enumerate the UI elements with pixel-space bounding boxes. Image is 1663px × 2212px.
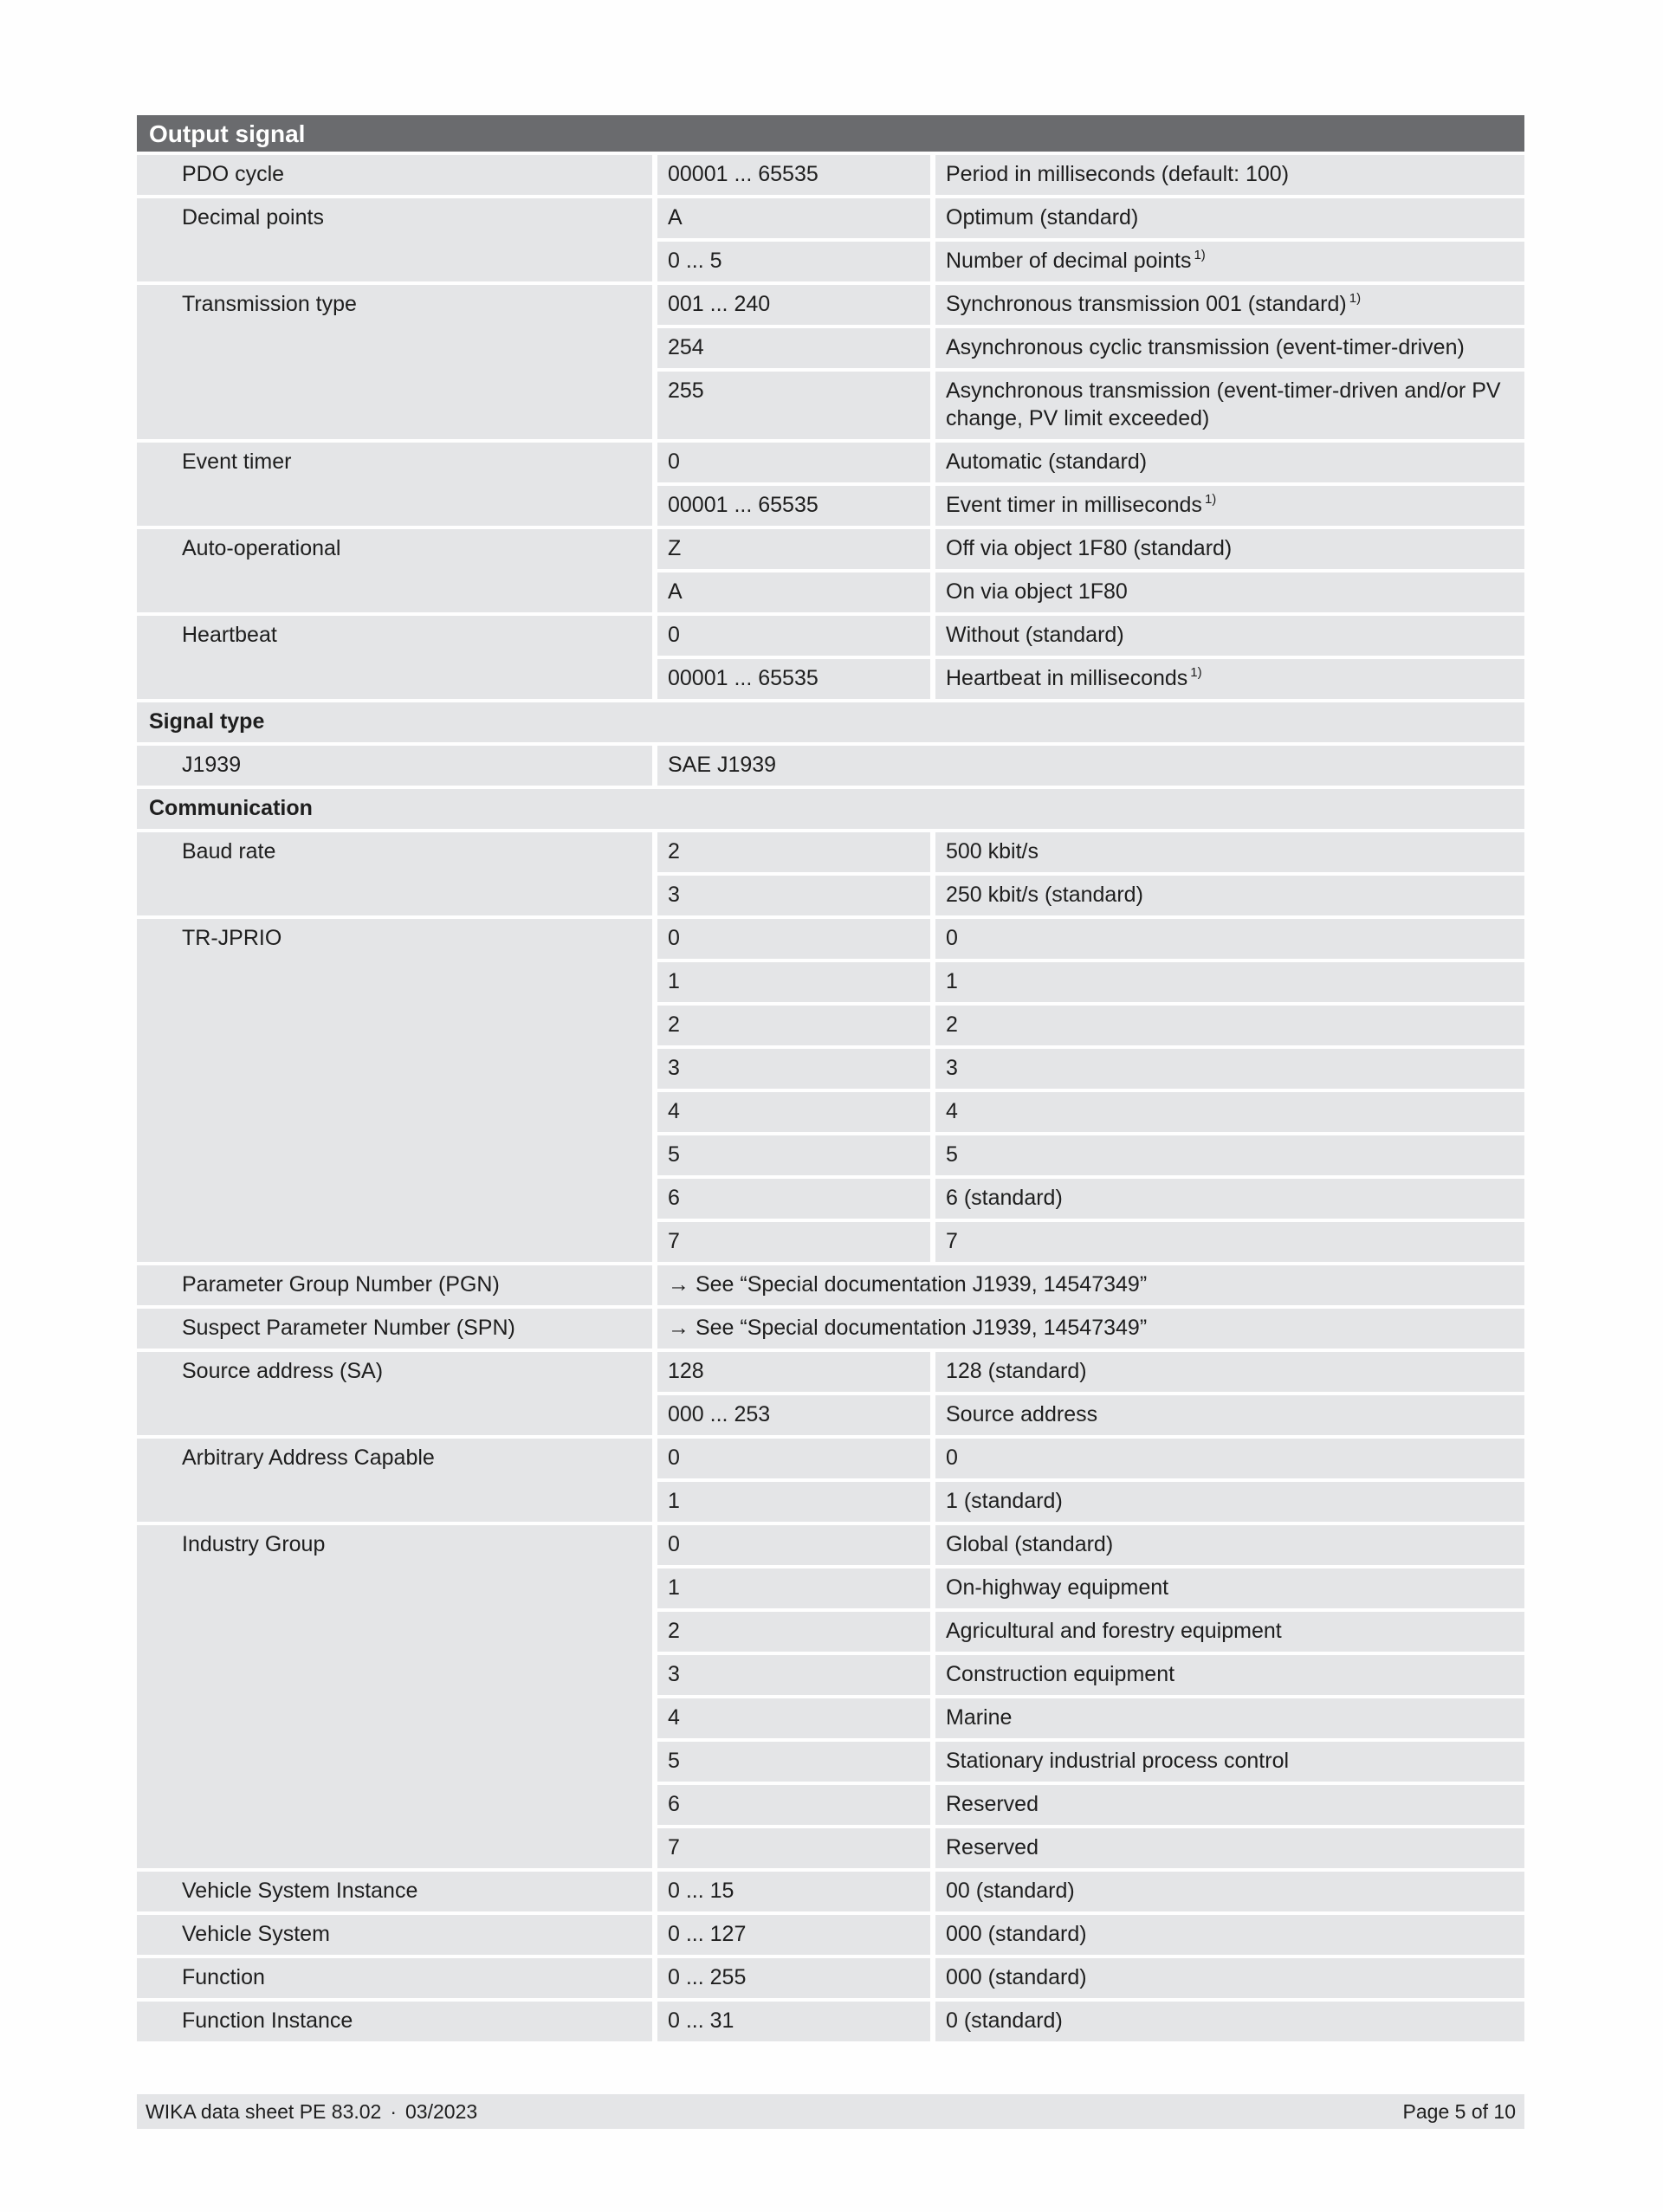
value-cell: 7 [652,1828,930,1872]
value-cell: SAE J1939 [652,746,1524,789]
desc-cell: 0 [930,1439,1524,1482]
table-row [137,1872,1524,1915]
value-cell: 1 [652,1482,930,1525]
desc-cell: 7 [930,1222,1524,1265]
value-cell: 0 [652,919,930,962]
table-row [137,2002,1524,2045]
footer-doc-info [146,2100,477,2124]
param-cell: TR-JPRIO [137,919,652,1265]
footnote-marker: 1) [1194,248,1206,262]
desc-cell: 000 (standard) [930,1915,1524,1958]
value-cell: 3 [652,1049,930,1092]
table-row [137,198,1524,242]
desc-cell: Synchronous transmission 001 (standard) $^{1)}$ [930,285,1524,328]
table-row [137,1958,1524,2002]
table-row [137,1915,1524,1958]
table-row [137,529,1524,572]
desc-cell: Stationary industrial process control [930,1742,1524,1785]
value-cell: 000 ... 253 [652,1395,930,1439]
param-cell: Source address (SA) [137,1352,652,1439]
desc-cell: Number of decimal points $^{1)}$ [930,242,1524,285]
table-row [137,155,1524,198]
value-cell: 00001 ... 65535 [652,659,930,702]
param-cell: Auto-operational [137,529,652,616]
subsection-row [137,789,1524,832]
desc-cell: 2 [930,1006,1524,1049]
table-row [137,746,1524,789]
reference-cell: → See “Special documentation J1939, 14547349” [652,1265,1524,1309]
table-row [137,1265,1524,1309]
value-cell: 2 [652,1006,930,1049]
value-cell: 255 [652,372,930,443]
value-cell: 5 [652,1135,930,1179]
param-cell: Vehicle System [137,1915,652,1958]
desc-cell: 5 [930,1135,1524,1179]
value-cell: 001 ... 240 [652,285,930,328]
subsection-heading-signal-type: Signal type [137,702,1524,746]
value-cell: 0 [652,1439,930,1482]
desc-cell: Agricultural and forestry equipment [930,1612,1524,1655]
param-cell: Industry Group [137,1525,652,1872]
value-cell: 00001 ... 65535 [652,486,930,529]
desc-cell: Off via object 1F80 (standard) [930,529,1524,572]
desc-cell: 3 [930,1049,1524,1092]
value-cell: A [652,572,930,616]
value-cell: 4 [652,1092,930,1135]
table-row [137,832,1524,876]
value-cell: 3 [652,876,930,919]
desc-cell: Heartbeat in milliseconds $^{1)}$ [930,659,1524,702]
desc-cell: 0 [930,919,1524,962]
page-footer [137,2094,1524,2129]
value-cell: 0 [652,1525,930,1568]
value-cell: 0 ... 31 [652,2002,930,2045]
specification-table [137,115,1524,2045]
desc-cell: Asynchronous cyclic transmission (event-timer-driven) [930,328,1524,372]
desc-cell: Asynchronous transmission (event-timer-driven and/or PV change, PV limit exceeded) [930,372,1524,443]
value-cell: 128 [652,1352,930,1395]
value-cell: 0 ... 255 [652,1958,930,2002]
value-cell: 2 [652,1612,930,1655]
value-cell: A [652,198,930,242]
desc-cell: Marine [930,1698,1524,1742]
footnote-marker: 1) [1190,665,1202,680]
value-cell: 0 ... 5 [652,242,930,285]
desc-cell: Global (standard) [930,1525,1524,1568]
desc-cell: Reserved [930,1785,1524,1828]
footer-separator: · [390,2099,398,2123]
footer-date: 03/2023 [405,2099,478,2123]
desc-cell: 4 [930,1092,1524,1135]
desc-cell: Without (standard) [930,616,1524,659]
subsection-row [137,702,1524,746]
value-cell: 6 [652,1179,930,1222]
desc-cell: 000 (standard) [930,1958,1524,2002]
reference-cell: → See “Special documentation J1939, 14547349” [652,1309,1524,1352]
table-row [137,1525,1524,1568]
table-row [137,285,1524,328]
desc-cell: Period in milliseconds (default: 100) [930,155,1524,198]
desc-cell: Reserved [930,1828,1524,1872]
param-cell: Function Instance [137,2002,652,2045]
desc-cell: 6 (standard) [930,1179,1524,1222]
desc-cell: 1 [930,962,1524,1006]
param-cell: Suspect Parameter Number (SPN) [137,1309,652,1352]
desc-cell: On via object 1F80 [930,572,1524,616]
value-cell: 3 [652,1655,930,1698]
value-cell: 1 [652,1568,930,1612]
value-cell: 2 [652,832,930,876]
desc-cell: Automatic (standard) [930,443,1524,486]
section-title: Output signal [137,115,1524,155]
footnote-marker: 1) [1204,492,1217,507]
param-cell: Parameter Group Number (PGN) [137,1265,652,1309]
desc-cell: 0 (standard) [930,2002,1524,2045]
desc-cell: Optimum (standard) [930,198,1524,242]
desc-cell: Source address [930,1395,1524,1439]
table-row [137,919,1524,962]
table-row [137,1309,1524,1352]
value-cell: 254 [652,328,930,372]
param-cell: Transmission type [137,285,652,443]
subsection-heading-communication: Communication [137,789,1524,832]
footer-page-number: Page 5 of 10 [1402,2099,1516,2123]
value-cell: 0 [652,616,930,659]
value-cell: 7 [652,1222,930,1265]
param-cell: PDO cycle [137,155,652,198]
desc-cell: Event timer in milliseconds $^{1)}$ [930,486,1524,529]
value-cell: 0 [652,443,930,486]
value-cell: 0 ... 15 [652,1872,930,1915]
param-cell: Baud rate [137,832,652,919]
table-row [137,1439,1524,1482]
param-cell: J1939 [137,746,652,789]
desc-cell: 1 (standard) [930,1482,1524,1525]
param-cell: Function [137,1958,652,2002]
desc-cell: 500 kbit/s [930,832,1524,876]
desc-cell: 00 (standard) [930,1872,1524,1915]
desc-cell: 128 (standard) [930,1352,1524,1395]
value-cell: 4 [652,1698,930,1742]
table-row [137,1352,1524,1395]
param-cell: Event timer [137,443,652,529]
desc-cell: Construction equipment [930,1655,1524,1698]
table-row [137,443,1524,486]
value-cell: 5 [652,1742,930,1785]
section-header-row [137,115,1524,155]
value-cell: 00001 ... 65535 [652,155,930,198]
value-cell: Z [652,529,930,572]
value-cell: 1 [652,962,930,1006]
param-cell: Heartbeat [137,616,652,702]
value-cell: 6 [652,1785,930,1828]
desc-cell: 250 kbit/s (standard) [930,876,1524,919]
param-cell: Decimal points [137,198,652,285]
footnote-marker: 1) [1349,291,1362,306]
param-cell: Arbitrary Address Capable [137,1439,652,1525]
table-row [137,616,1524,659]
desc-cell: On-highway equipment [930,1568,1524,1612]
param-cell: Vehicle System Instance [137,1872,652,1915]
value-cell: 0 ... 127 [652,1915,930,1958]
footer-doc-title: WIKA data sheet PE 83.02 [146,2099,382,2123]
